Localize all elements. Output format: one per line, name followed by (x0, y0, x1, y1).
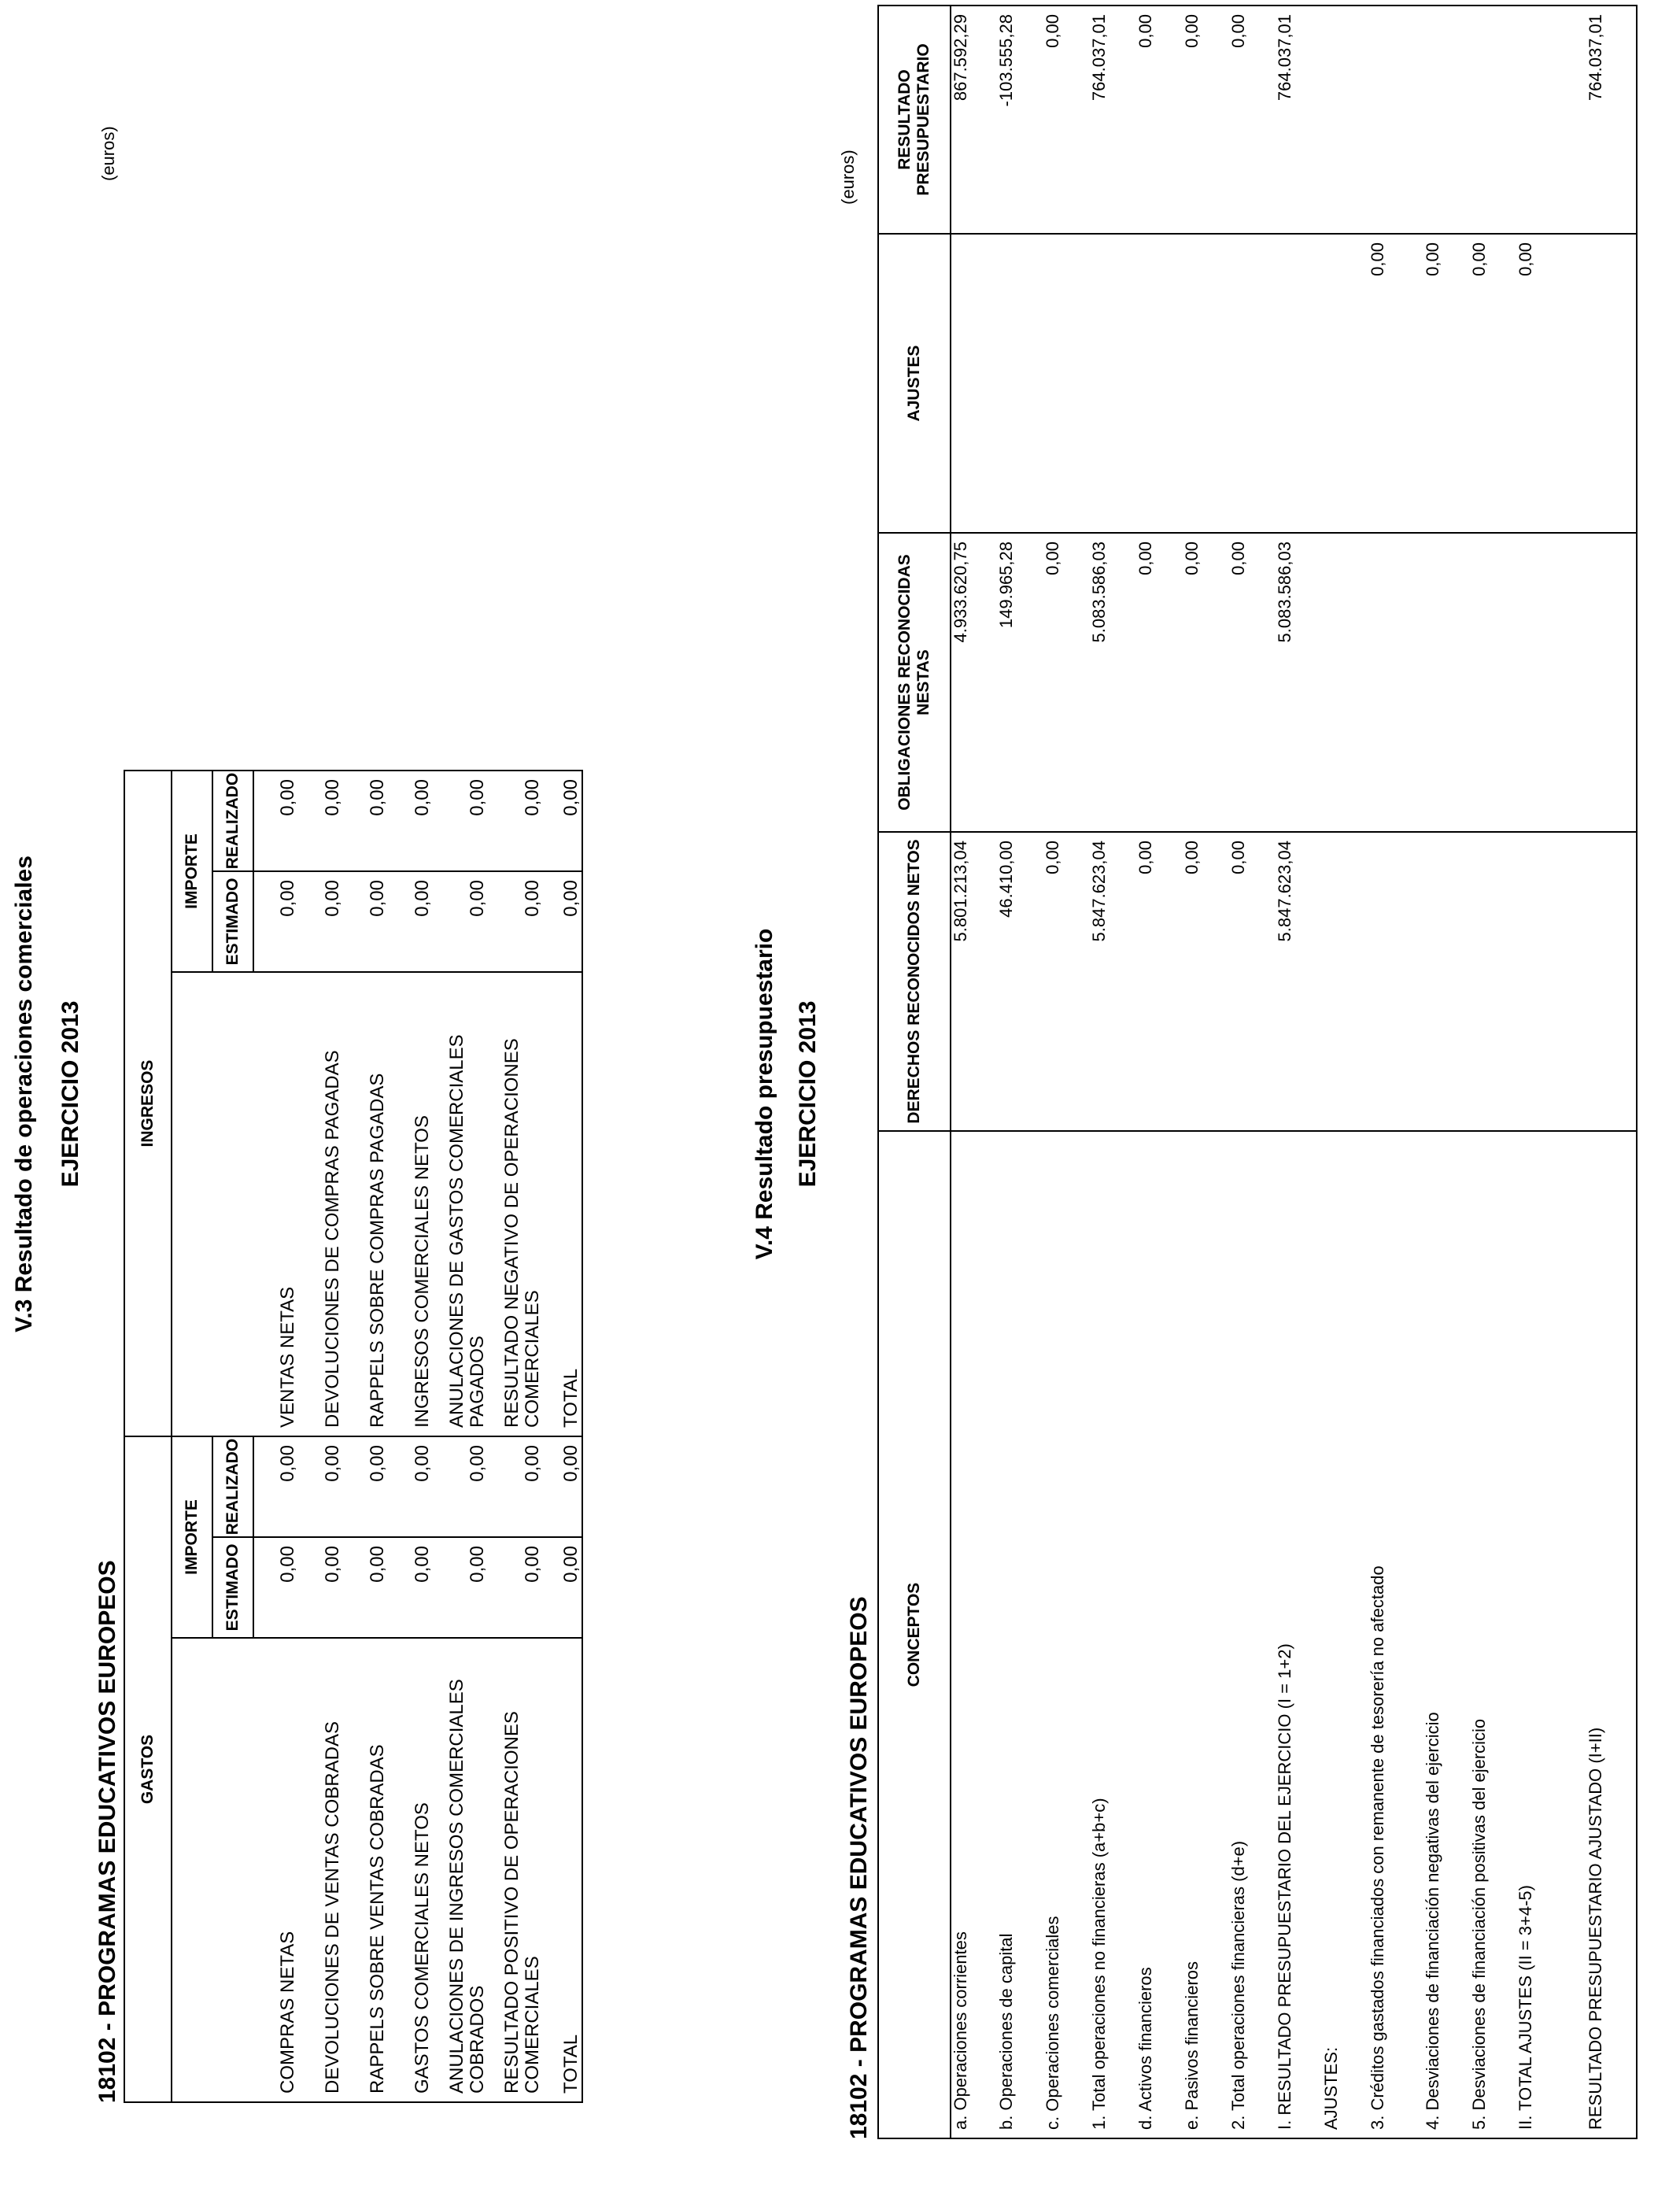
v3-ingreso-realizado: 0,00 (522, 779, 543, 816)
v4-derechos: 5.801.213,04 (951, 832, 997, 1131)
v4-ajustes (1322, 234, 1368, 533)
v4-concepto: AJUSTES: (1321, 2046, 1341, 2130)
v3-ingresos-estimado-header: ESTIMADO (212, 871, 253, 972)
v4-obligaciones (1516, 533, 1563, 832)
v3-ingreso-estimado: 0,00 (433, 871, 488, 972)
v4-resultado: 764.037,01 (1586, 6, 1637, 234)
v3-unit: (euros) (98, 126, 118, 181)
v3-ingreso-label: ANULACIONES DE GASTOS COMERCIALES PAGADOS (433, 972, 488, 1436)
v3-program: 18102 - PROGRAMAS EDUCATIVOS EUROPEOS (94, 1560, 120, 2103)
v4-ajustes (1229, 234, 1276, 533)
v4-obligaciones: 0,00 (1183, 533, 1229, 832)
v4-obligaciones: 0,00 (1043, 533, 1090, 832)
v4-resultado: 867.592,29 (951, 6, 997, 234)
v3-ingresos-header: INGRESOS (124, 771, 172, 1436)
v4-header-ajustes: AJUSTES (878, 234, 951, 533)
v4-resultado (1470, 6, 1516, 234)
v3-gastos-header: GASTOS (124, 1436, 172, 2102)
v4-obligaciones (1586, 533, 1637, 832)
v4-resultado: 0,00 (1136, 6, 1183, 234)
v4-ajustes (1276, 234, 1322, 533)
v4-obligaciones: 149.965,28 (997, 533, 1043, 832)
v4-ajustes (997, 234, 1043, 533)
v3-ingreso-realizado: 0,00 (322, 779, 343, 816)
v3-ingreso-estimado: 0,00 (343, 871, 388, 972)
v4-derechos (1423, 832, 1470, 1131)
v3-title: V.3 Resultado de operaciones comerciales (11, 856, 37, 1332)
v4-concepto: 2. Total operaciones financieras (d+e) (1228, 1840, 1248, 2130)
v4-resultado (1516, 6, 1563, 234)
v4-ajustes (1136, 234, 1183, 533)
v3-ingreso-estimado: 0,00 (388, 871, 433, 972)
v3-gasto-realizado: 0,00 (433, 1436, 488, 1537)
v3-gasto-label: COMPRAS NETAS (253, 1638, 298, 2102)
v4-ajustes (1090, 234, 1136, 533)
v4-concepto: RESULTADO PRESUPUESTARIO AJUSTADO (I+II) (1586, 1727, 1605, 2130)
v4-obligaciones (1423, 533, 1470, 832)
v3-ingreso-estimado: 0,00 (253, 871, 298, 972)
v4-obligaciones: 5.083.586,03 (1276, 533, 1322, 832)
v4-concepto: 1. Total operaciones no financieras (a+b+c) (1089, 1798, 1109, 2130)
v4-concepto: c. Operaciones comerciales (1043, 1916, 1062, 2130)
v3-ingreso-estimado: 0,00 (488, 871, 543, 972)
v4-unit: (euros) (838, 150, 858, 205)
v4-obligaciones: 0,00 (1136, 533, 1183, 832)
v4-resultado: 764.037,01 (1276, 6, 1322, 234)
v4-title: V.4 Resultado presupuestario (751, 928, 777, 1260)
v3-ingreso-realizado: 0,00 (412, 779, 433, 816)
v4-derechos: 0,00 (1183, 832, 1229, 1131)
v3-ingreso-total-realizado: 0,00 (560, 779, 582, 816)
v3-ingreso-label: RAPPELS SOBRE COMPRAS PAGADAS (343, 972, 388, 1436)
v3-ingreso-realizado: 0,00 (367, 779, 388, 816)
v3-ingreso-label: DEVOLUCIONES DE COMPRAS PAGADAS (298, 972, 343, 1436)
v4-concepto: d. Activos financieros (1135, 1967, 1155, 2130)
v4-ajustes: 0,00 (1516, 234, 1563, 533)
v3-gastos-realizado-header: REALIZADO (212, 1436, 253, 1537)
v4-derechos: 5.847.623,04 (1276, 832, 1322, 1131)
v3-ingreso-label: INGRESOS COMERCIALES NETOS (388, 972, 433, 1436)
v4-derechos (1322, 832, 1368, 1131)
v3-gasto-realizado: 0,00 (343, 1436, 388, 1537)
v4-resultado: 0,00 (1229, 6, 1276, 234)
v3-gasto-label: ANULACIONES DE INGRESOS COMERCIALES COBRADOS (433, 1638, 488, 2102)
v3-ingreso-realizado: 0,00 (467, 779, 488, 816)
v3-gasto-estimado: 0,00 (298, 1537, 343, 1638)
v3-gasto-realizado: 0,00 (253, 1436, 298, 1537)
v4-ajustes (1183, 234, 1229, 533)
v4-program: 18102 - PROGRAMAS EDUCATIVOS EUROPEOS (846, 1596, 872, 2139)
v4-ajustes (1043, 234, 1090, 533)
v3-ingresos-realizado-header: REALIZADO (212, 771, 253, 871)
v3-ingreso-realizado: 0,00 (277, 779, 298, 816)
v4-derechos (1586, 832, 1637, 1131)
v4-ajustes: 0,00 (1470, 234, 1516, 533)
v4-concepto: I. RESULTADO PRESUPUESTARIO DEL EJERCICIO (I = 1+2) (1275, 1643, 1294, 2130)
v3-gasto-total-realizado: 0,00 (543, 1436, 582, 1537)
v3-gasto-estimado: 0,00 (433, 1537, 488, 1638)
v3-year: EJERCICIO 2013 (57, 1000, 83, 1188)
v3-gasto-label: RESULTADO POSITIVO DE OPERACIONES COMERCIALES (488, 1638, 543, 2102)
v4-resultado: 764.037,01 (1090, 6, 1136, 234)
v4-derechos: 0,00 (1043, 832, 1090, 1131)
v4-derechos: 46.410,00 (997, 832, 1043, 1131)
v4-obligaciones: 0,00 (1229, 533, 1276, 832)
v4-resultado (1322, 6, 1368, 234)
v3-ingresos-importe-header: IMPORTE (172, 771, 212, 972)
v4-concepto: a. Operaciones corrientes (951, 1931, 970, 2130)
v4-obligaciones: 5.083.586,03 (1090, 533, 1136, 832)
v4-ajustes (1586, 234, 1637, 533)
v4-derechos: 0,00 (1229, 832, 1276, 1131)
v3-gasto-total-estimado: 0,00 (543, 1537, 582, 1638)
v3-ingreso-total-label: TOTAL (543, 972, 582, 1436)
v4-concepto: b. Operaciones de capital (996, 1933, 1016, 2130)
v4-concepto: II. TOTAL AJUSTES (II = 3+4-5) (1516, 1885, 1535, 2130)
v3-ingreso-label: VENTAS NETAS (253, 972, 298, 1436)
v4-resultado (1368, 6, 1423, 234)
v3-gasto-estimado: 0,00 (488, 1537, 543, 1638)
v4-header-obligaciones: OBLIGACIONES RECONOCIDAS NESTAS (878, 533, 951, 832)
v4-derechos: 0,00 (1136, 832, 1183, 1131)
v4-table (877, 5, 1638, 2139)
v4-obligaciones: 4.933.620,75 (951, 533, 997, 832)
v4-ajustes: 0,00 (1423, 234, 1470, 533)
v4-header-conceptos: CONCEPTOS (878, 1131, 951, 2138)
v4-year: EJERCICIO 2013 (795, 1000, 821, 1188)
v4-resultado: 0,00 (1183, 6, 1229, 234)
v3-gasto-realizado: 0,00 (388, 1436, 433, 1537)
v3-gastos-importe-header: IMPORTE (172, 1436, 212, 1638)
v4-ajustes: 0,00 (1368, 234, 1423, 533)
v4-header-derechos: DERECHOS RECONOCIDOS NETOS (878, 832, 951, 1131)
v4-concepto: e. Pasivos financieros (1182, 1961, 1202, 2130)
v3-gasto-label: DEVOLUCIONES DE VENTAS COBRADAS (298, 1638, 343, 2102)
v4-derechos (1368, 832, 1423, 1131)
v3-gasto-realizado: 0,00 (488, 1436, 543, 1537)
v4-obligaciones (1470, 533, 1516, 832)
v4-derechos: 5.847.623,04 (1090, 832, 1136, 1131)
v4-derechos (1470, 832, 1516, 1131)
v4-resultado (1423, 6, 1470, 234)
v4-obligaciones (1368, 533, 1423, 832)
v4-concepto: 3. Créditos gastados financiados con remanente de tesorería no afectado (1368, 1565, 1387, 2130)
v3-gastos-estimado-header: ESTIMADO (212, 1537, 253, 1638)
v4-derechos (1516, 832, 1563, 1131)
v3-gasto-label: GASTOS COMERCIALES NETOS (388, 1638, 433, 2102)
v4-concepto: 5. Desviaciones de financiación positivas del ejercicio (1469, 1718, 1489, 2130)
v3-gasto-estimado: 0,00 (388, 1537, 433, 1638)
v4-ajustes (951, 234, 997, 533)
v3-ingreso-label: RESULTADO NEGATIVO DE OPERACIONES COMERCIALES (488, 972, 543, 1436)
v4-resultado: -103.555,28 (997, 6, 1043, 234)
v4-obligaciones (1322, 533, 1368, 832)
v3-gasto-total-label: TOTAL (543, 1638, 582, 2102)
v4-header-resultado: RESULTADO PRESUPUESTARIO (878, 6, 951, 234)
v4-concepto: 4. Desviaciones de financiación negativas del ejercicio (1423, 1712, 1442, 2130)
v3-gasto-label: RAPPELS SOBRE VENTAS COBRADAS (343, 1638, 388, 2102)
v4-resultado: 0,00 (1043, 6, 1090, 234)
v3-table (124, 770, 583, 2103)
v3-ingreso-estimado: 0,00 (298, 871, 343, 972)
v3-gasto-estimado: 0,00 (253, 1537, 298, 1638)
v3-gasto-realizado: 0,00 (298, 1436, 343, 1537)
v3-gasto-estimado: 0,00 (343, 1537, 388, 1638)
v3-ingreso-total-estimado: 0,00 (543, 871, 582, 972)
